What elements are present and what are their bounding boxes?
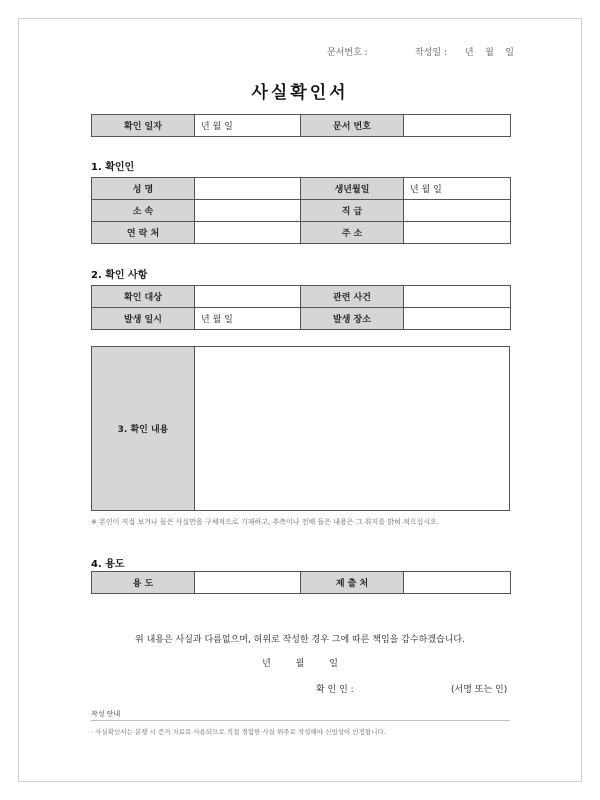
occurred-date-label: 발생 일시 (92, 308, 195, 330)
guide-title: 작성 안내 (91, 710, 121, 718)
signature-date: 년 월 일 (262, 659, 338, 669)
place-field[interactable] (404, 308, 511, 330)
birth-label: 생년월일 (301, 178, 404, 200)
document-title: 사실확인서 (251, 83, 349, 103)
usage-field[interactable] (195, 572, 301, 594)
signature-hint: (서명 또는 인) (451, 685, 508, 695)
submit-to-field[interactable] (404, 572, 511, 594)
section-usage-heading: 4. 용도 (91, 559, 125, 570)
matters-table (91, 285, 511, 330)
contact-field[interactable] (195, 222, 301, 244)
birth-field[interactable]: 년 월 일 (404, 178, 511, 200)
confirmer-table (91, 177, 511, 244)
usage-table (91, 571, 511, 594)
confirm-content-box (91, 346, 510, 511)
occurred-date-field[interactable]: 년 월 일 (195, 308, 301, 330)
written-date-parts: 년 월 일 (465, 48, 514, 58)
declaration-text: 위 내용은 사실과 다름없으며, 허위로 작성한 경우 그에 따른 책임을 감수하겠습니다. (135, 635, 465, 645)
confirm-date-label: 확인 일자 (92, 115, 195, 137)
position-label: 직 급 (301, 200, 404, 222)
written-date-label: 작성일 : (415, 48, 447, 58)
doc-number-label: 문서번호 : (327, 48, 368, 58)
related-case-label: 관련 사건 (301, 286, 404, 308)
section-confirmer-heading: 1. 확인인 (91, 162, 135, 173)
target-field[interactable] (195, 286, 301, 308)
signer-label: 확 인 인 : (316, 685, 354, 695)
confirm-content-field[interactable] (195, 347, 509, 510)
place-label: 발생 장소 (301, 308, 404, 330)
name-field[interactable] (195, 178, 301, 200)
usage-label: 용 도 (92, 572, 195, 594)
related-case-field[interactable] (404, 286, 511, 308)
position-field[interactable] (404, 200, 511, 222)
guide-divider (91, 720, 510, 721)
address-label: 주 소 (301, 222, 404, 244)
affiliation-field[interactable] (195, 200, 301, 222)
guide-text: · 사실확인서는 분쟁 시 증거 자료로 사용되므로 직접 경험한 사실 위주로 작성해야 신빙성이 인정됩니다. (91, 728, 386, 736)
name-label: 성 명 (92, 178, 195, 200)
confirm-date-table (91, 114, 511, 137)
confirm-date-field[interactable]: 년 월 일 (195, 115, 301, 137)
section-matters-heading: 2. 확인 사항 (91, 270, 148, 281)
address-field[interactable] (404, 222, 511, 244)
submit-to-label: 제 출 처 (301, 572, 404, 594)
writing-note: ※ 본인이 직접 보거나 들은 사실만을 구체적으로 기재하고, 추측이나 전해 들은 내용은 그 취지를 밝혀 적으십시오. (91, 518, 439, 526)
affiliation-label: 소 속 (92, 200, 195, 222)
doc-number-cell-label: 문서 번호 (301, 115, 404, 137)
doc-number-field[interactable] (404, 115, 511, 137)
confirm-content-label: 3. 확인 내용 (92, 347, 195, 510)
contact-label: 연 락 처 (92, 222, 195, 244)
target-label: 확인 대상 (92, 286, 195, 308)
